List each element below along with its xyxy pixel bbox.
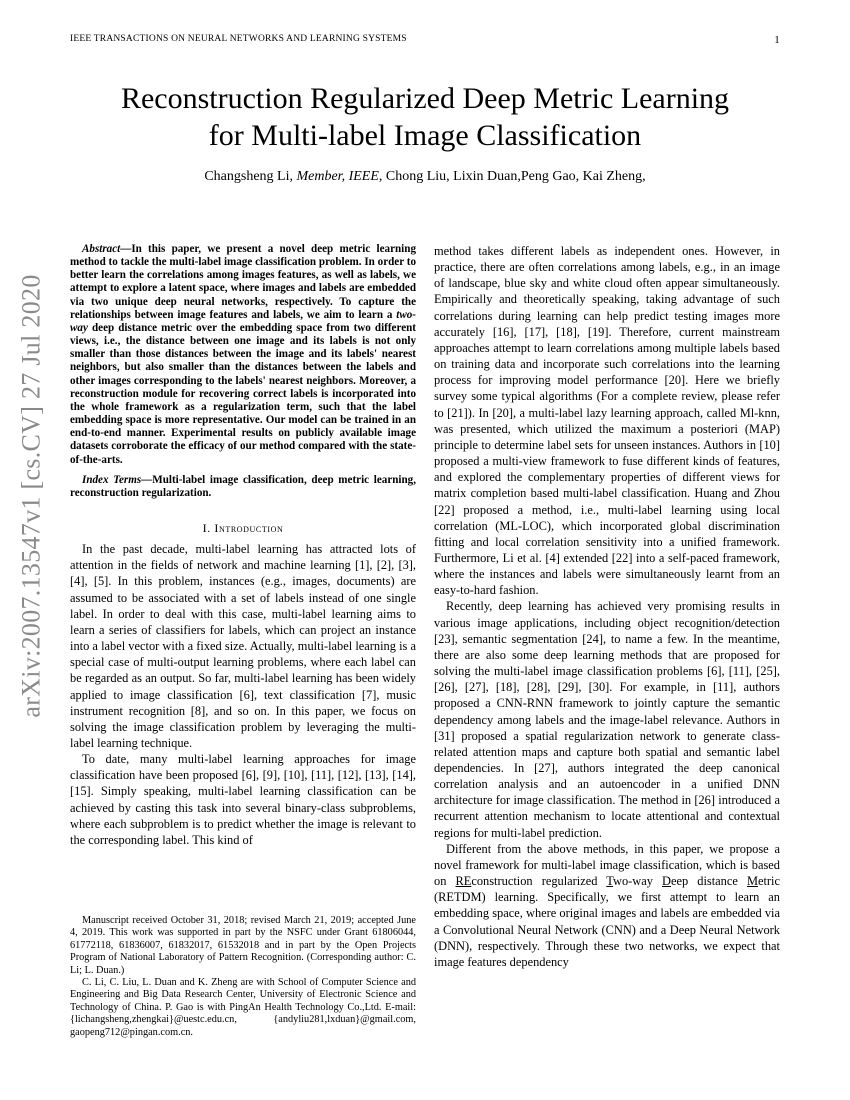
p5-underline-t: T — [606, 874, 613, 889]
intro-paragraph-5 — [434, 841, 780, 970]
intro-paragraph-1: In the past decade, multi-label learning has attracted lots of attention in the fields of network and machine learning [1], [2], [3], [4], [5]. In this problem, instances (e.g., images, documents) are assumed to be associated with a set of labels instead of one single label. In order to deal with this case, multi-label learning aims to learn a series of classifiers for labels, which can project an instance into a label vector with a fixed size. Actually, multi-label learning is a special case of multi-output learning problems, where each label can be regarded as an output. So far, multi-label learning has been widely applied to image classification [6], text classification [7], music instrument recognition [8], and so on. In this paper, we focus on solving the image classification problem by leveraging the multi-label learning technique. — [70, 542, 416, 750]
p5-text-2: construction regularized — [471, 874, 607, 889]
abstract-text-1: —In this paper, we present a novel deep metric learning method to tackle the multi-label image classification problem. In order to better learn the correlations among images features, as well as labels, we attempt to explore a latent space, where images and labels are embedded via two unique deep neural networks, respectively. To capture the relationships between image features and labels, we aim to learn a — [70, 243, 416, 321]
author-first: Changsheng Li, — [204, 169, 293, 184]
intro-paragraph-4: Recently, deep learning has achieved very promising results in various image applications, including object recognition/detection [23], semantic segmentation [24], to name a few. In the meantime, there are also some deep learning methods that are proposed for solving the multi-label image classification problems [6], [11], [25], [26], [27], [18], [28], [29], [30]. For example, in [11], authors proposed a CNN-RNN framework to jointly capture the semantic dependency among labels and the image-label relevance. Authors in [31] proposed a spatial regularization network to generate class-related attention maps and capture both spatial and semantic label dependencies. In [27], authors integrated the deep canonical correlation analysis and an autoencoder in a unified DNN architecture for image classification. The method in [26] introduced a recurrent attention mechanism to locate attentional and contextual regions for multi-label prediction. — [434, 599, 780, 840]
title-line-1: Reconstruction Regularized Deep Metric Learning — [120, 82, 730, 115]
intro-paragraph-3: method takes different labels as independent ones. However, in practice, there are often correlations among labels, e.g., in an image of landscape, blue sky and white cloud often appear simultaneously. Empirically and theoretically speaking, taking advantage of such correlations during learning can help predict testing images more accurately [16], [17], [18], [19]. Therefore, current mainstream approaches attempt to learn correlations among multiple labels based on training data and incorporate such correlations into the learning process for improving model performance [20]. Here we briefly survey some typical algorithms (For a complete review, please refer to [21]). In [20], a multi-label lazy learning approach, called Ml-knn, was presented, which utilized the maximum a posteriori (MAP) principle to determine label sets for unseen instances. Authors in [10] proposed a multi-view framework to fuse different kinds of features, and explored the complementary properties of different views for matrix completion based multi-label classification. Huang and Zhou [22] proposed a method, i.e., multi-label learning using local correlation (ML-LOC), which incorporated global discrimination fitting and local correlation sensitivity into a unified framework. Furthermore, Li et al. [4] extended [22] into a self-paced framework, where the instances and labels were simultaneously learnt from an easy-to-hard fashion. — [434, 244, 780, 598]
paper-title — [60, 80, 790, 154]
left-column — [70, 243, 416, 848]
p5-underline-m: M — [746, 874, 758, 889]
index-terms — [70, 474, 416, 500]
title-block — [60, 80, 790, 186]
p5-text-1: Different from the above methods, in this paper, we propose a novel framework for multi-label image classification, which is based on — [434, 841, 780, 889]
abstract-lead: Abstract — [82, 243, 121, 255]
author-membership: Member, IEEE, — [296, 169, 383, 184]
abstract — [70, 243, 416, 467]
author-rest: Chong Liu, Lixin Duan,Peng Gao, Kai Zheng, — [385, 169, 646, 184]
section-heading-introduction — [70, 520, 416, 536]
p5-text-3: wo-way — [613, 874, 663, 889]
footnote-manuscript: Manuscript received October 31, 2018; revised March 21, 2019; accepted June 4, 2019. This work was supported in part by the NSFC under Grant 61806044, 61772118, 61836007, 61832017, 61532018 and in part by the Open Projects Program of National Laboratory of Pattern Recognition. (Corresponding author: C. Li; L. Duan.) — [70, 915, 416, 976]
intro-paragraph-2: To date, many multi-label learning approaches for image classification have been proposed [6], [9], [10], [11], [12], [13], [14], [15]. Simply speaking, multi-label learning classification can be achieved by casting this task into several binary-class subproblems, where each subproblem is to predict whether the image is relevant to the corresponding label. This kind of — [70, 752, 416, 847]
arxiv-identifier: arXiv:2007.13547v1 [cs.CV] 27 Jul 2020 — [17, 274, 47, 718]
journal-name: IEEE TRANSACTIONS ON NEURAL NETWORKS AND LEARNING SYSTEMS — [70, 34, 407, 44]
p5-underline-re: RE — [455, 874, 472, 889]
abstract-text-2: deep distance metric over the embedding space from two different views, i.e., the distance between one image and its labels is not only smaller than those distances between the image and its labels' nearest neighbors, but also smaller than the distances between the labels and other images corresponding to the labels' nearest neighbors. Moreover, a reconstruction module for recovering correct labels is incorporated into the whole framework as a regularization term, such that the label embedding space is more representative. Our model can be trained in an end-to-end manner. Experimental results on publicly available image datasets corroborate the efficacy of our method compared with the state-of-the-arts. — [70, 321, 416, 466]
footnote-affiliations: C. Li, C. Liu, L. Duan and K. Zheng are with School of Computer Science and Engineering and Big Data Research Center, University of Electronic Science and Technology of China. P. Gao is with PingAn Health Technology Co.,Ltd. E-mail: {lichangsheng,zhengkai}@uestc.edu.cn, {andyliu281,lxduan}@gmail.com, gaopeng712@pingan.com.cn. — [70, 977, 416, 1038]
page-number: 1 — [774, 34, 780, 46]
section-title: Introduction — [214, 520, 284, 535]
section-number: I. — [202, 520, 211, 535]
right-column — [434, 243, 780, 970]
title-line-2: for Multi-label Image Classification — [208, 119, 642, 152]
abstract-emphasis: two-way — [70, 308, 416, 334]
footnotes — [70, 915, 416, 1039]
p5-text-4: eep distance — [670, 874, 747, 889]
index-terms-lead: Index Terms — [82, 473, 142, 486]
arxiv-stamp — [4, 274, 60, 718]
p5-underline-d: D — [662, 874, 671, 889]
p5-text-5: etric (RETDM) learning. Specifically, we first attempt to learn an embedding space, where original images and labels are embedded via a Convolutional Neural Network (CNN) and a Deep Neural Network (DNN), respectively. Through these two networks, we expect that image features dependency — [434, 874, 780, 969]
index-terms-text: —Multi-label image classification, deep metric learning, reconstruction regularization. — [70, 473, 416, 499]
author-list — [60, 168, 790, 186]
